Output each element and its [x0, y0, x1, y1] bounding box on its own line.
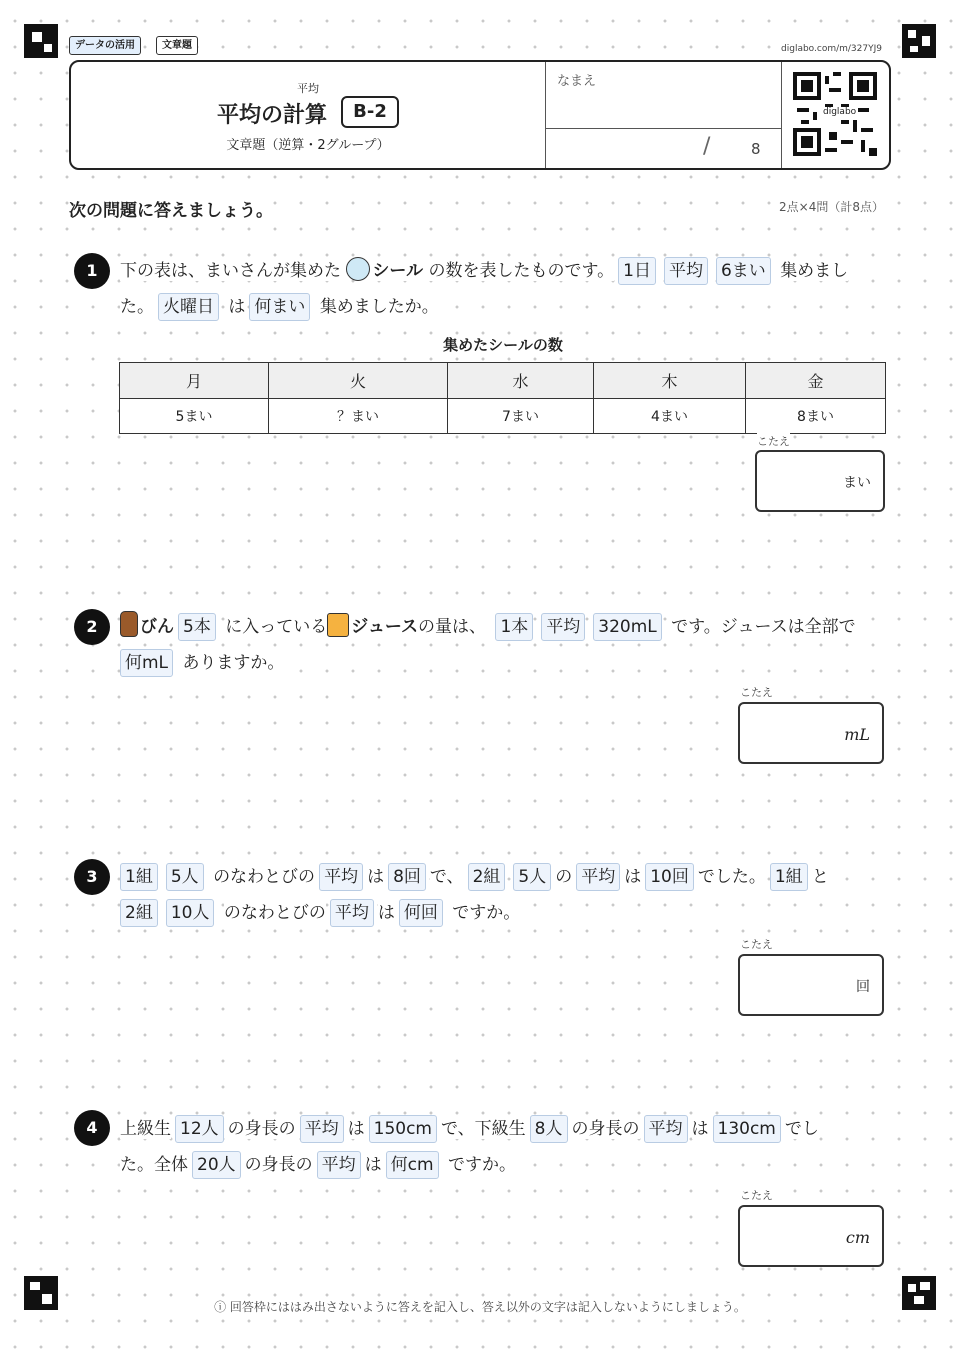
- worksheet-header: [69, 60, 891, 170]
- answer-label: こたえ: [740, 686, 773, 699]
- divider: [545, 128, 781, 129]
- text: でした。: [697, 867, 766, 887]
- item-name: ジュース: [351, 617, 419, 637]
- answer-label: こたえ: [757, 435, 790, 448]
- text: のなわとびの: [223, 903, 326, 923]
- condition-chip: 平均: [541, 613, 585, 641]
- condition-chip: 何回: [399, 899, 443, 927]
- type-tag: 文章題: [156, 36, 198, 55]
- question-text-line: [120, 611, 856, 643]
- condition-chip: 平均: [576, 863, 620, 891]
- score-slash: /: [703, 134, 711, 159]
- item-name: シール: [372, 261, 424, 281]
- question-text-line: [120, 861, 829, 893]
- text: の身長の: [571, 1119, 640, 1139]
- answer-unit: 回: [856, 979, 870, 995]
- text: です。ジュースは全部で: [671, 617, 856, 637]
- text: た。: [120, 297, 154, 317]
- answer-box[interactable]: [755, 450, 885, 512]
- text: は: [691, 1119, 709, 1139]
- answer-label: こたえ: [740, 1189, 773, 1202]
- condition-chip: 10人: [166, 899, 215, 927]
- bottle-icon: [120, 611, 138, 637]
- name-label: なまえ: [557, 74, 597, 89]
- question-number: 4: [74, 1110, 110, 1146]
- table-header-row: [120, 363, 886, 399]
- text: の身長の: [244, 1155, 313, 1175]
- question-number: 3: [74, 859, 110, 895]
- text: に入っている: [225, 617, 328, 637]
- condition-chip: 平均: [664, 257, 708, 285]
- question-text-line: [120, 1149, 516, 1181]
- text: の身長の: [227, 1119, 296, 1139]
- condition-chip: 8回: [388, 863, 426, 891]
- question-number: 2: [74, 609, 110, 645]
- footer-text: 回答枠にははみ出さないように答えを記入し、答え以外の文字は記入しないようにしましょう。: [229, 1300, 746, 1314]
- qr-code-icon: [793, 72, 877, 156]
- condition-chip: 1日: [618, 257, 656, 285]
- corner-marker-top-left: [24, 24, 58, 58]
- question-text-line: [120, 1113, 819, 1145]
- points-info: 2点×4問（計8点）: [779, 200, 884, 214]
- condition-chip: 6まい: [716, 257, 771, 285]
- table-header-cell: 金: [746, 363, 886, 399]
- sticker-icon: [346, 257, 370, 281]
- answer-box[interactable]: [738, 702, 884, 764]
- answer-label: こたえ: [740, 938, 773, 951]
- question-number: 1: [74, 253, 110, 289]
- text: ありますか。: [182, 653, 285, 673]
- text: 下の表は、まいさんが集めた: [120, 261, 341, 281]
- text: の: [555, 867, 573, 887]
- condition-chip: 8人: [530, 1115, 568, 1143]
- instruction: 次の問題に答えましょう。: [69, 196, 273, 221]
- condition-chip: 5人: [513, 863, 551, 891]
- table-title-text: 集めたシールの数: [443, 336, 563, 354]
- item-name: びん: [140, 617, 174, 637]
- answer-box[interactable]: [738, 1205, 884, 1267]
- condition-chip: 150cm: [369, 1115, 437, 1143]
- condition-chip: 20人: [192, 1151, 241, 1179]
- condition-chip: 1組: [120, 863, 158, 891]
- answer-box[interactable]: [738, 954, 884, 1016]
- condition-chip: 2組: [468, 863, 506, 891]
- qr-label: diglabo: [823, 107, 857, 117]
- info-icon: ⓘ: [214, 1300, 227, 1314]
- data-table: [119, 362, 886, 434]
- condition-chip: 5本: [178, 613, 216, 641]
- answer-unit: まい: [843, 475, 871, 491]
- condition-chip: 2組: [120, 899, 158, 927]
- condition-chip: 10回: [645, 863, 694, 891]
- question-text-line: [120, 647, 284, 679]
- table-header-cell: 月: [120, 363, 269, 399]
- text: は: [367, 867, 385, 887]
- table-cell: ？まい: [269, 399, 448, 434]
- text: ですか。: [447, 1155, 516, 1175]
- condition-chip: 1組: [770, 863, 808, 891]
- condition-chip: 平均: [330, 899, 374, 927]
- table-cell: 4まい: [594, 399, 746, 434]
- condition-chip: 平均: [319, 863, 363, 891]
- text: の数を表したものです。: [428, 261, 615, 281]
- text: は: [228, 297, 246, 317]
- text: は: [347, 1119, 365, 1139]
- table-header-cell: 水: [448, 363, 594, 399]
- text: の量は、: [418, 617, 487, 637]
- level-badge: B-2: [341, 96, 399, 128]
- condition-chip: 平均: [317, 1151, 361, 1179]
- text: は: [624, 867, 642, 887]
- text: 集めましたか。: [319, 297, 439, 317]
- condition-chip: 火曜日: [158, 293, 219, 321]
- text: た。全体: [120, 1155, 188, 1175]
- page-title: 平均の計算: [217, 103, 328, 128]
- condition-chip: 何まい: [249, 293, 310, 321]
- text: と: [811, 867, 829, 887]
- question-text-line: [120, 291, 439, 323]
- table-title: [0, 334, 960, 355]
- table-header-cell: 木: [594, 363, 746, 399]
- table-cell: 8まい: [746, 399, 886, 434]
- header-subtitle: 平均: [297, 82, 319, 95]
- question-text-line: [120, 897, 520, 929]
- source-url: diglabo.com/m/327YJ9: [781, 44, 882, 54]
- footer-note: [0, 1298, 960, 1315]
- text: のなわとびの: [213, 867, 316, 887]
- table-cell: 5まい: [120, 399, 269, 434]
- text: でし: [784, 1119, 819, 1139]
- condition-chip: 1本: [495, 613, 533, 641]
- divider: [545, 62, 546, 168]
- condition-chip: 何cm: [386, 1151, 439, 1179]
- text: で、: [429, 867, 464, 887]
- condition-chip: 平均: [644, 1115, 688, 1143]
- text: は: [377, 903, 395, 923]
- condition-chip: 何mL: [120, 649, 173, 677]
- text: 上級生: [120, 1119, 171, 1139]
- full-score: 8: [751, 140, 761, 158]
- text: で、下級生: [441, 1119, 526, 1139]
- text: ですか。: [452, 903, 521, 923]
- condition-chip: 5人: [166, 863, 204, 891]
- question-text-line: [120, 255, 848, 287]
- answer-unit: cm: [845, 1228, 870, 1247]
- condition-chip: 130cm: [713, 1115, 781, 1143]
- answer-unit: mL: [844, 725, 870, 744]
- category-tag: データの活用: [69, 36, 141, 55]
- condition-chip: 平均: [300, 1115, 344, 1143]
- text: は: [364, 1155, 382, 1175]
- text: 集めまし: [780, 261, 849, 281]
- divider: [781, 62, 782, 168]
- corner-marker-top-right: [902, 24, 936, 58]
- table-header-cell: 火: [269, 363, 448, 399]
- table-row: [120, 399, 886, 434]
- condition-chip: 320mL: [593, 613, 661, 641]
- condition-chip: 12人: [175, 1115, 224, 1143]
- juice-icon: [327, 613, 349, 637]
- header-topic: 文章題（逆算・2グループ）: [226, 138, 390, 153]
- table-cell: 7まい: [448, 399, 594, 434]
